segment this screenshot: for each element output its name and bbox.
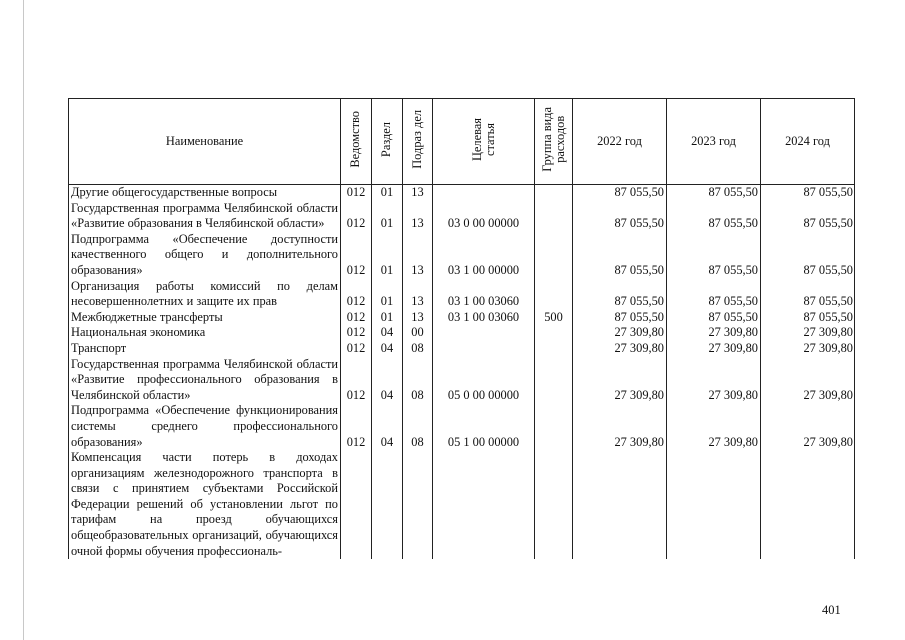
row-value-2024: 87 055,50	[761, 185, 855, 201]
row-expense-group	[535, 450, 573, 559]
table-row	[69, 450, 855, 559]
row-podrazdel: 13	[403, 232, 433, 279]
row-vedomstvo: 012	[341, 232, 372, 279]
row-value-2022: 87 055,50	[573, 185, 667, 201]
budget-table	[68, 98, 855, 559]
row-razdel: 01	[372, 310, 403, 326]
row-value-2022: 87 055,50	[573, 201, 667, 232]
row-expense-group	[535, 341, 573, 357]
row-expense-group	[535, 403, 573, 450]
table-row	[69, 357, 855, 404]
row-value-2024: 87 055,50	[761, 279, 855, 310]
page-number: 401	[822, 603, 841, 617]
row-name: Национальная экономика	[69, 325, 341, 341]
row-value-2024: 27 309,80	[761, 357, 855, 404]
row-target-article	[433, 185, 535, 201]
row-podrazdel: 08	[403, 403, 433, 450]
row-podrazdel: 13	[403, 279, 433, 310]
row-podrazdel	[403, 450, 433, 559]
row-vedomstvo: 012	[341, 403, 372, 450]
row-value-2022: 27 309,80	[573, 357, 667, 404]
header-vedomstvo: Ведомство	[341, 99, 372, 185]
row-value-2023: 87 055,50	[667, 201, 761, 232]
table-body	[69, 185, 855, 560]
row-name: Подпрограмма «Обеспечение функционирования системы среднего профессионального образования»	[69, 403, 341, 450]
header-2024: 2024 год	[761, 99, 855, 185]
row-value-2024: 87 055,50	[761, 232, 855, 279]
row-name: Компенсация части потерь в доходах организациям железнодорожного транспорта в связи с принятием субъектами Российской Федерации решений об установлении льгот по тарифам на проезд обучающихся общеобразовательных организаций, обучающихся очной формы обучения профессиональ-	[69, 450, 341, 559]
row-name: Межбюджетные трансферты	[69, 310, 341, 326]
row-razdel: 04	[372, 403, 403, 450]
header-razdel: Раздел	[372, 99, 403, 185]
row-razdel: 04	[372, 357, 403, 404]
row-target-article: 03 1 00 03060	[433, 310, 535, 326]
row-target-article	[433, 325, 535, 341]
row-value-2022	[573, 450, 667, 559]
row-value-2023: 87 055,50	[667, 310, 761, 326]
row-value-2023	[667, 450, 761, 559]
page-edge-line	[23, 0, 24, 640]
row-value-2024: 87 055,50	[761, 201, 855, 232]
row-razdel: 04	[372, 325, 403, 341]
row-value-2023: 27 309,80	[667, 341, 761, 357]
row-razdel	[372, 450, 403, 559]
row-target-article: 05 0 00 00000	[433, 357, 535, 404]
row-value-2022: 87 055,50	[573, 279, 667, 310]
row-name: Подпрограмма «Обеспечение доступности качественного общего и дополнительного образования»	[69, 232, 341, 279]
table-row	[69, 201, 855, 232]
row-razdel: 01	[372, 185, 403, 201]
row-name: Государственная программа Челябинской области «Развитие образования в Челябинской области»	[69, 201, 341, 232]
table-row	[69, 341, 855, 357]
row-name: Государственная программа Челябинской области «Развитие профессионального образования в Челябинской области»	[69, 357, 341, 404]
row-value-2024: 27 309,80	[761, 325, 855, 341]
row-target-article	[433, 341, 535, 357]
row-target-article	[433, 450, 535, 559]
row-value-2024: 27 309,80	[761, 403, 855, 450]
row-value-2024: 27 309,80	[761, 341, 855, 357]
table-row	[69, 232, 855, 279]
header-name: Наименование	[69, 99, 341, 185]
row-razdel: 01	[372, 201, 403, 232]
row-value-2023: 87 055,50	[667, 185, 761, 201]
row-vedomstvo: 012	[341, 357, 372, 404]
row-expense-group	[535, 279, 573, 310]
row-value-2022: 27 309,80	[573, 325, 667, 341]
row-vedomstvo: 012	[341, 201, 372, 232]
row-expense-group: 500	[535, 310, 573, 326]
row-target-article: 03 0 00 00000	[433, 201, 535, 232]
table-row	[69, 310, 855, 326]
row-vedomstvo	[341, 450, 372, 559]
row-vedomstvo: 012	[341, 185, 372, 201]
table-header-row	[69, 99, 855, 185]
table-row	[69, 185, 855, 201]
row-vedomstvo: 012	[341, 279, 372, 310]
row-vedomstvo: 012	[341, 310, 372, 326]
row-value-2023: 87 055,50	[667, 279, 761, 310]
row-vedomstvo: 012	[341, 325, 372, 341]
row-podrazdel: 13	[403, 201, 433, 232]
row-podrazdel: 08	[403, 341, 433, 357]
row-name: Транспорт	[69, 341, 341, 357]
row-razdel: 01	[372, 232, 403, 279]
header-group: Группа вида расходов	[535, 99, 573, 185]
row-expense-group	[535, 201, 573, 232]
row-value-2023: 87 055,50	[667, 232, 761, 279]
row-name: Другие общегосударственные вопросы	[69, 185, 341, 201]
row-value-2023: 27 309,80	[667, 403, 761, 450]
row-value-2022: 87 055,50	[573, 232, 667, 279]
row-podrazdel: 13	[403, 310, 433, 326]
row-target-article: 03 1 00 03060	[433, 279, 535, 310]
table-row	[69, 403, 855, 450]
row-expense-group	[535, 185, 573, 201]
row-expense-group	[535, 357, 573, 404]
table-row	[69, 325, 855, 341]
row-value-2022: 87 055,50	[573, 310, 667, 326]
row-expense-group	[535, 325, 573, 341]
row-value-2023: 27 309,80	[667, 325, 761, 341]
header-target: Целевая статья	[433, 99, 535, 185]
row-podrazdel: 08	[403, 357, 433, 404]
row-vedomstvo: 012	[341, 341, 372, 357]
row-value-2023: 27 309,80	[667, 357, 761, 404]
row-podrazdel: 00	[403, 325, 433, 341]
header-2022: 2022 год	[573, 99, 667, 185]
header-2023: 2023 год	[667, 99, 761, 185]
row-razdel: 04	[372, 341, 403, 357]
row-value-2024: 87 055,50	[761, 310, 855, 326]
row-target-article: 03 1 00 00000	[433, 232, 535, 279]
row-value-2022: 27 309,80	[573, 403, 667, 450]
row-expense-group	[535, 232, 573, 279]
row-razdel: 01	[372, 279, 403, 310]
row-value-2024	[761, 450, 855, 559]
header-podrazdel: Подраз дел	[403, 99, 433, 185]
table-row	[69, 279, 855, 310]
row-name: Организация работы комиссий по делам несовершеннолетних и защите их прав	[69, 279, 341, 310]
row-value-2022: 27 309,80	[573, 341, 667, 357]
row-target-article: 05 1 00 00000	[433, 403, 535, 450]
row-podrazdel: 13	[403, 185, 433, 201]
